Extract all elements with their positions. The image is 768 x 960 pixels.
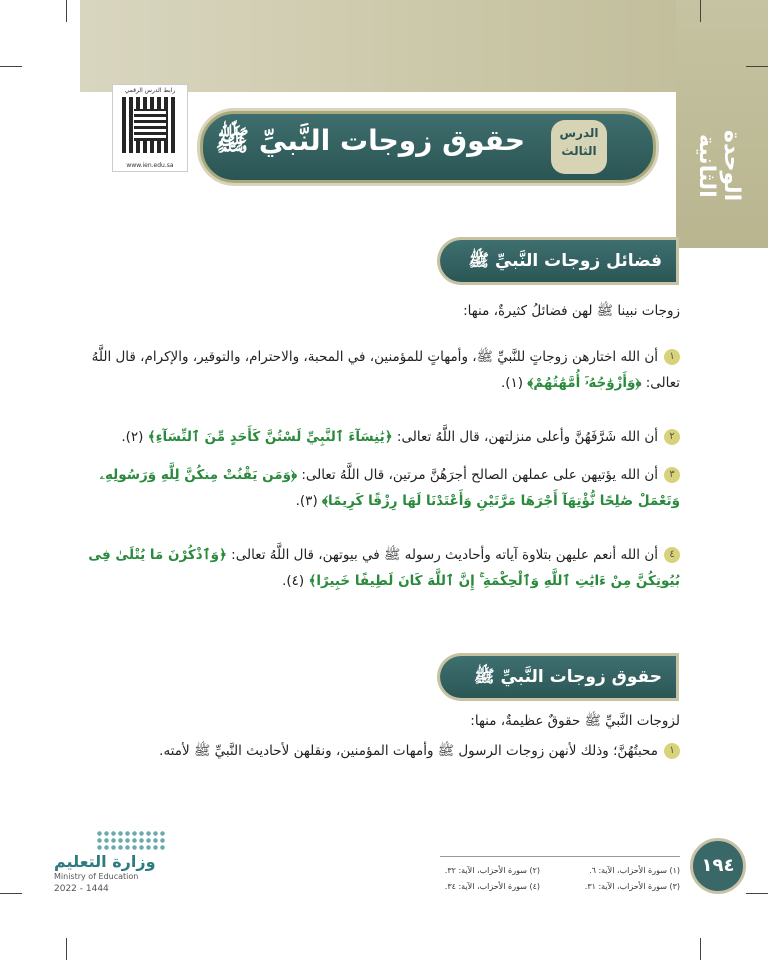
item-text: محبتُهُنَّ؛ وذلك لأنهن زوجات الرسول ﷺ وأمهات المؤمنين، ونقلهن لأحاديث النَّبيِّ ﷺ لأمته.: [159, 743, 658, 759]
list-item: [80, 738, 680, 764]
qr-url: www.ien.edu.sa: [126, 162, 174, 169]
item-number: ٤: [664, 547, 680, 563]
ministry-logo: [54, 830, 174, 894]
qr-code-icon: [122, 97, 178, 153]
qr-code-card[interactable]: [112, 84, 188, 172]
crop-mark: [66, 0, 67, 22]
top-banner: [80, 0, 768, 92]
page-number: ١٩٤: [690, 838, 746, 894]
section-intro: لزوجات النَّبيِّ ﷺ حقوقٌ عظيمةٌ، منها:: [470, 713, 680, 729]
crop-mark: [0, 893, 22, 894]
item-text: أن الله شَرَّفَهُنَّ وأعلى منزلتهن، قال اللَّهُ تعالى:: [392, 429, 658, 445]
edition-year: 2022 - 1444: [54, 884, 109, 894]
list-item: [80, 542, 680, 594]
ministry-name-ar: وزارة التعليم: [54, 852, 156, 871]
footnote: (٤) سورة الأحزاب، الآية: ٣٤.: [444, 882, 540, 891]
item-number: ٣: [664, 467, 680, 483]
section-heading: حقوق زوجات النَّبيِّ ﷺ: [440, 656, 676, 698]
footnote-ref: (٢).: [121, 429, 148, 445]
footnote-divider: [440, 856, 680, 857]
qr-caption: رابط الدرس الرقمي: [124, 87, 176, 94]
crop-mark: [700, 0, 701, 22]
lesson-title-banner: [200, 111, 656, 183]
list-item: [80, 424, 680, 450]
footnote-ref: (٣).: [295, 493, 322, 509]
lesson-label: الدرس: [559, 126, 599, 140]
section-intro: زوجات نبينا ﷺ لهن فضائلُ كثيرةٌ، منها:: [463, 303, 680, 319]
footnote-ref: (٤).: [282, 573, 309, 589]
item-text: أن الله يؤتيهن على عملهن الصالح أجرَهُنَّ مرتين، قال اللَّهُ تعالى:: [297, 467, 658, 483]
quran-quote: ﴿يَٰنِسَآءَ ٱلنَّبِيِّ لَسْتُنَّ كَأَحَدٍ مِّنَ ٱلنِّسَآءِ﴾: [147, 429, 393, 445]
quran-quote: ﴿وَأَزْوَٰجُهُۥٓ أُمَّهَٰتُهُمْ﴾: [527, 375, 642, 391]
footnote: (١) سورة الأحزاب، الآية: ٦.: [589, 866, 680, 875]
item-number: ١: [664, 349, 680, 365]
section-heading: فضائل زوجات النَّبيِّ ﷺ: [440, 240, 676, 282]
ministry-name-en: Ministry of Education: [54, 872, 139, 881]
quran-quote: ﴿وَمَن يَقْنُتْ مِنكُنَّ لِلَّهِ وَرَسُولِهِۦ وَتَعْمَلْ صَٰلِحًا نُّؤْتِهَآ أَجْرَهَا مَرَّتَيْنِ وَأَعْتَدْنَا لَهَا رِزْقًا كَرِيمًا﴾: [99, 467, 680, 509]
item-number: ١: [664, 743, 680, 759]
footnote: (٢) سورة الأحزاب، الآية: ٣٢.: [444, 866, 540, 875]
crop-mark: [0, 66, 22, 67]
crop-mark: [746, 66, 768, 67]
footnote-ref: (١).: [500, 375, 528, 391]
lesson-ordinal: الثالث: [561, 144, 597, 158]
item-text: أن الله اختارهن زوجاتٍ للنَّبيِّ ﷺ، وأمهاتٍ للمؤمنين، في المحبة، والاحترام، والتوقير، والإكرام، قال اللَّهُ تعالى:: [91, 349, 680, 391]
lesson-title: حقوق زوجات النَّبيِّ ﷺ: [215, 124, 525, 157]
unit-label: الوحدة الثانية: [694, 130, 744, 202]
crop-mark: [700, 938, 701, 960]
item-number: ٢: [664, 429, 680, 445]
item-text: أن الله أنعم عليهن بتلاوة آياته وأحاديث رسوله ﷺ في بيوتهن، قال اللَّهُ تعالى:: [226, 547, 658, 563]
footnote: (٣) سورة الأحزاب، الآية: ٣١.: [584, 882, 680, 891]
lesson-badge: [551, 120, 607, 174]
list-item: [80, 344, 680, 396]
quran-quote: ﴿وَٱذْكُرْنَ مَا يُتْلَىٰ فِى بُيُوتِكُنَّ مِنْ ءَايَٰتِ ٱللَّهِ وَٱلْحِكْمَةِ ۚ إِنَّ ٱللَّهَ كَانَ لَطِيفًا خَبِيرًا﴾: [88, 547, 680, 589]
crop-mark: [66, 938, 67, 960]
ministry-logo-icon: [96, 830, 166, 850]
list-item: [80, 462, 680, 514]
crop-mark: [746, 893, 768, 894]
